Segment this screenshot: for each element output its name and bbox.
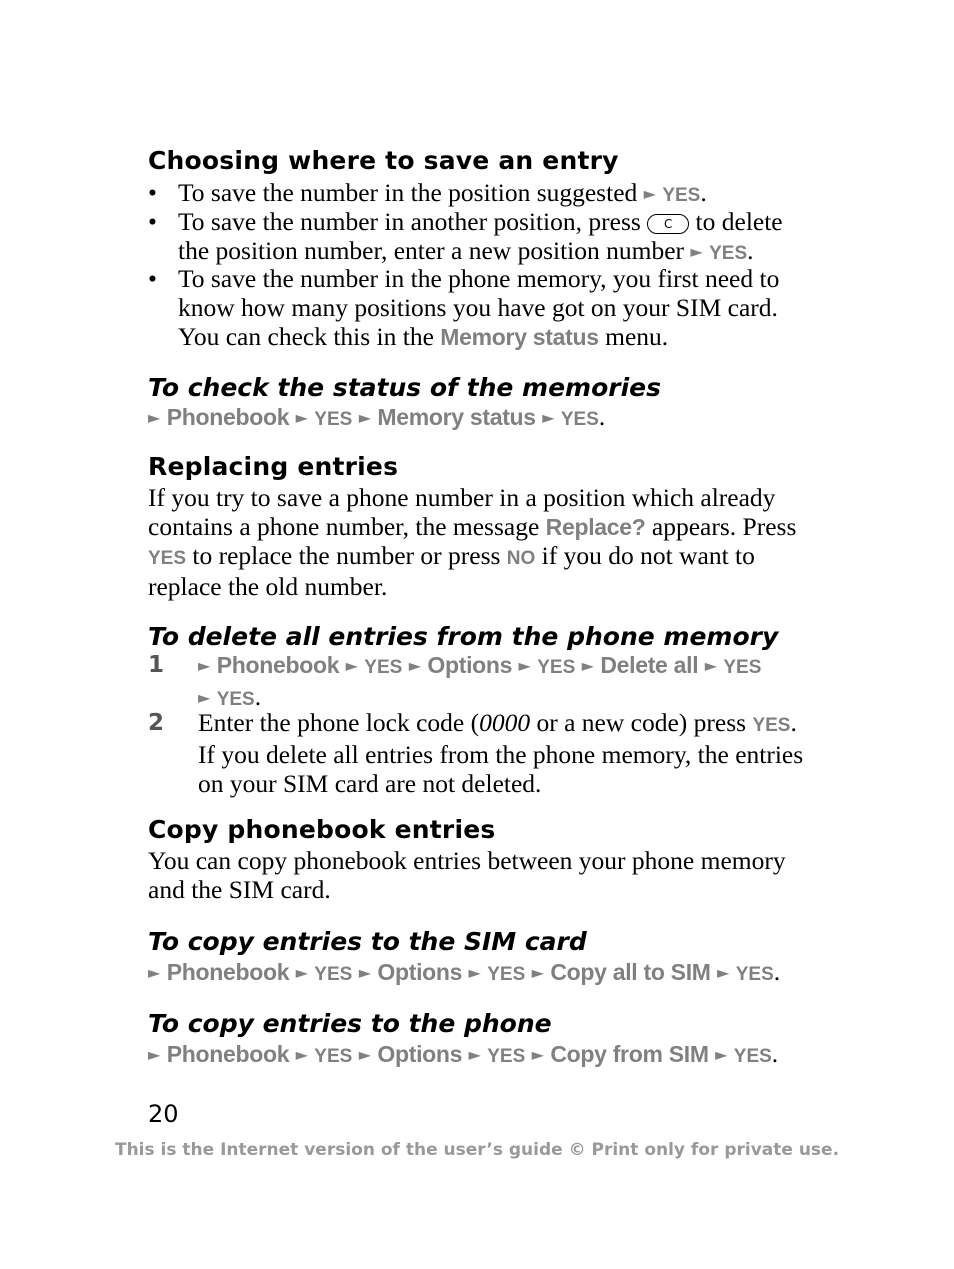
menu-path: ► Phonebook ► YES ► Options ► YES ► Copy all to SIM ► YES. — [148, 957, 781, 986]
arrow-icon: ► — [531, 1045, 544, 1064]
arrow-icon: ► — [542, 408, 555, 427]
arrow-icon: ► — [295, 1045, 308, 1064]
heading-copy-to-sim: To copy entries to the SIM card — [148, 927, 587, 956]
page-number: 20 — [148, 1100, 179, 1128]
yes-key-label: YES — [709, 242, 748, 264]
arrow-icon: ► — [704, 656, 717, 675]
yes-key-label: YES — [662, 185, 701, 206]
arrow-icon: ► — [468, 963, 481, 982]
footer-notice: This is the Internet version of the user’s guide © Print only for private use. — [114, 1140, 840, 1160]
list-item: • To save the number in the phone memory, you first need to know how many positions you have got on your SIM card. You can check this in the Memory status menu. — [148, 264, 780, 351]
step-number: 2 — [148, 710, 165, 736]
heading-delete-all: To delete all entries from the phone memory — [148, 622, 779, 651]
arrow-icon: ► — [717, 963, 730, 982]
arrow-icon: ► — [643, 184, 656, 203]
arrow-icon: ► — [358, 408, 371, 427]
arrow-icon: ► — [358, 1045, 371, 1064]
arrow-icon: ► — [148, 963, 161, 982]
yes-key-label: YES — [148, 547, 187, 569]
bullet-dot: • — [148, 178, 157, 207]
arrow-icon: ► — [408, 656, 421, 675]
list-item: • To save the number in another position, press C to delete the position number, enter a new position number ► YES. — [148, 207, 783, 265]
heading-choosing-where-to-save: Choosing where to save an entry — [148, 146, 619, 175]
no-key-label: NO — [506, 547, 536, 569]
paragraph-copy: You can copy phonebook entries between your phone memory and the SIM card. — [148, 846, 786, 904]
arrow-icon: ► — [148, 408, 161, 427]
bullet-dot: • — [148, 264, 157, 293]
arrow-icon: ► — [148, 1045, 161, 1064]
paragraph-replacing: If you try to save a phone number in a position which already contains a phone number, the message Replace? appears. Press YES to replace the number or press NO if you do not want to replace the old number. — [148, 483, 797, 602]
step-number: 1 — [148, 652, 165, 678]
heading-copy-to-phone: To copy entries to the phone — [148, 1009, 552, 1038]
arrow-icon: ► — [295, 963, 308, 982]
arrow-icon: ► — [345, 656, 358, 675]
arrow-icon: ► — [531, 963, 544, 982]
step-2-text: Enter the phone lock code (0000 or a new code) press YES. If you delete all entries from the phone memory, the entries on your SIM card are not deleted. — [198, 708, 804, 798]
arrow-icon: ► — [358, 963, 371, 982]
menu-path: ► Phonebook ► YES ► Memory status ► YES. — [148, 402, 606, 431]
arrow-icon: ► — [715, 1045, 728, 1064]
heading-replacing-entries: Replacing entries — [148, 452, 399, 481]
replace-message-label: Replace? — [545, 513, 646, 540]
c-key-icon: C — [647, 214, 689, 234]
menu-path: ► Phonebook ► YES ► Options ► YES ► Copy from SIM ► YES. — [148, 1039, 779, 1068]
arrow-icon: ► — [581, 656, 594, 675]
step-1-path: ► Phonebook ► YES ► Options ► YES ► Delete all ► YES ► YES. — [198, 652, 762, 711]
arrow-icon: ► — [468, 1045, 481, 1064]
list-item: • To save the number in the position suggested ► YES. — [148, 178, 707, 207]
arrow-icon: ► — [518, 656, 531, 675]
arrow-icon: ► — [690, 241, 703, 261]
arrow-icon: ► — [295, 408, 308, 427]
bullet-dot: • — [148, 207, 157, 236]
arrow-icon: ► — [198, 687, 211, 707]
arrow-icon: ► — [198, 656, 211, 675]
memory-status-label: Memory status — [440, 323, 599, 350]
heading-check-status: To check the status of the memories — [148, 373, 662, 402]
heading-copy-entries: Copy phonebook entries — [148, 815, 496, 844]
yes-key-label: YES — [752, 715, 791, 736]
